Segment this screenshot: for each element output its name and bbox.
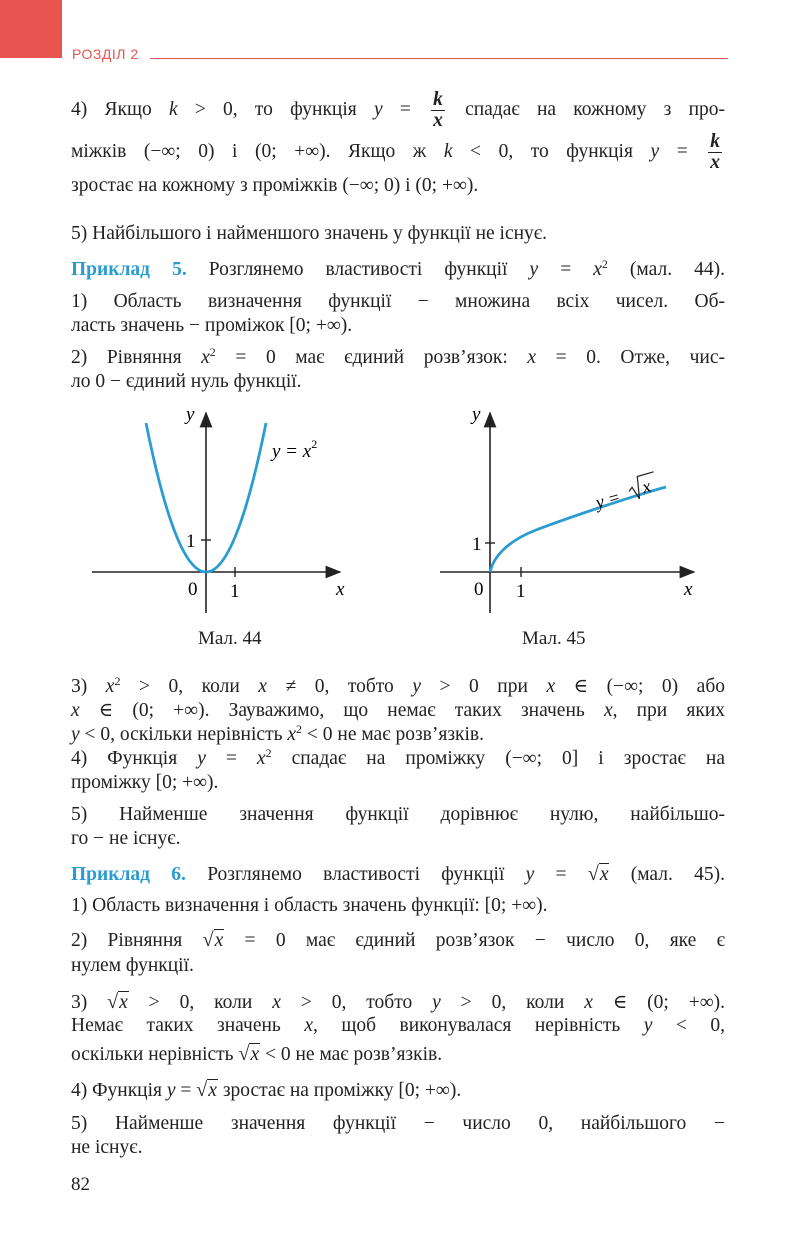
- sqrt-x: √x: [587, 863, 609, 885]
- fraction-k-over-x: $\frac{k}{x}$: [710, 131, 720, 173]
- item4-line1: [71, 90, 725, 131]
- sqrt-x: √x: [238, 1043, 260, 1065]
- x-tick-label: 1: [516, 581, 526, 602]
- y-label: y: [186, 404, 195, 425]
- figure45-graph: [436, 395, 706, 620]
- example6-p1: 1) Область визначення і область значень функції: [0; +∞).: [71, 895, 548, 916]
- example6-p3-line1: 3) √x > 0, коли x > 0, тобто y > 0, коли x ∈ (0; +∞).: [71, 991, 726, 1013]
- example6-p4: 4) Функція y = √x зростає на проміжку [0; +∞).: [71, 1079, 462, 1101]
- item4-line2: [71, 132, 725, 173]
- example5-label: Приклад 5.: [71, 259, 187, 280]
- text: спадає на кожному з про-: [447, 98, 725, 120]
- example6-p5-line1: 5) Найменше значення функції − число 0, найбільшого −: [71, 1113, 725, 1134]
- example6-p3-line2: Немає таких значень x, щоб виконувалася нерівність y < 0,: [71, 1015, 725, 1036]
- x-label: x: [336, 579, 345, 600]
- example5-heading: Приклад 5. Розглянемо властивості функції $y = x^2$ (мал. 44).: [71, 257, 725, 280]
- example5-p2-line1: 2) Рівняння $x^2 = 0$ має єдиний розв’язок: x = 0. Отже, чис-: [71, 345, 725, 368]
- example6-label: Приклад 6.: [71, 864, 186, 885]
- example6-p3-line3: оскільки нерівність √x < 0 не має розв’язків.: [71, 1043, 443, 1065]
- section-label: РОЗДІЛ 2: [72, 46, 139, 62]
- curve-label: $y = x^2$: [272, 437, 318, 462]
- figure44-caption: Мал. 44: [198, 628, 262, 649]
- text: =: [659, 140, 706, 162]
- svg-text:x: x: [639, 475, 653, 498]
- example6-p5-line2: не існує.: [71, 1137, 143, 1158]
- x-label: x: [684, 579, 693, 600]
- figure44-graph: [88, 395, 358, 620]
- example5-p2-line2: ло 0 − єдиний нуль функції.: [71, 371, 302, 392]
- text: 4) Якщо: [71, 98, 169, 120]
- props5-p3-line1: 3) $x^2 > 0$, коли x ≠ 0, тобто y > 0 при x ∈ (−∞; 0) або: [71, 674, 726, 697]
- props5-p3-line3: y < 0, оскільки нерівність $x^2 < 0$ не має розв’язків.: [71, 722, 485, 745]
- example6-heading: Приклад 6. Розглянемо властивості функції y = √x (мал. 45).: [71, 863, 725, 885]
- var-k: k: [443, 140, 453, 162]
- y-tick-label: 1: [186, 531, 196, 552]
- props5-p3-line2: x ∈ (0; +∞). Зауважимо, що немає таких значень x, при яких: [71, 700, 726, 721]
- y-label: y: [472, 404, 481, 425]
- section-corner-block: [0, 0, 62, 58]
- y-tick-label: 1: [472, 534, 482, 555]
- props5-p4-line2: проміжку [0; +∞).: [71, 772, 219, 793]
- text: =: [382, 98, 429, 120]
- fraction-k-over-x: $\frac{k}{x}$: [433, 89, 443, 131]
- example5-p1-line1: 1) Область визначення функції − множина всіх чисел. Об-: [71, 291, 725, 312]
- text: > 0, то функція: [177, 98, 374, 120]
- props5-p5-line1: 5) Найменше значення функції дорівнює нулю, найбільшо-: [71, 804, 725, 825]
- page-number: 82: [71, 1174, 90, 1195]
- sqrt-curve: [490, 487, 666, 572]
- props5-p5-line2: го − не існує.: [71, 828, 181, 849]
- x-tick-label: 1: [230, 581, 240, 602]
- item4-line3: зростає на кожному з проміжків (−∞; 0) і (0; +∞).: [71, 175, 479, 196]
- curve-label: [590, 472, 660, 513]
- origin-label: 0: [474, 579, 484, 600]
- svg-text:y =: y =: [593, 486, 623, 513]
- var-y: y: [650, 140, 660, 162]
- text: міжків (−∞; 0) і (0; +∞). Якщо ж: [71, 140, 444, 162]
- origin-label: 0: [188, 579, 198, 600]
- item5: 5) Найбільшого і найменшого значень у функції не існує.: [71, 223, 548, 244]
- var-y: y: [373, 98, 383, 120]
- example6-p2-line2: нулем функції.: [71, 955, 194, 976]
- sqrt-x: √x: [196, 1079, 217, 1101]
- sqrt-x: √x: [107, 991, 128, 1013]
- props5-p4-line1: 4) Функція $y = x^2$ спадає на проміжку (−∞; 0] і зростає на: [71, 746, 725, 769]
- example6-p2-line1: 2) Рівняння √x = 0 має єдиний розв’язок − число 0, яке є: [71, 929, 725, 951]
- sqrt-x: √x: [202, 929, 224, 951]
- figure45-caption: Мал. 45: [522, 628, 586, 649]
- text: < 0, то функція: [452, 140, 651, 162]
- var-k: k: [168, 98, 178, 120]
- header-rule: [150, 58, 728, 59]
- example5-p1-line2: ласть значень − проміжок [0; +∞).: [71, 315, 353, 336]
